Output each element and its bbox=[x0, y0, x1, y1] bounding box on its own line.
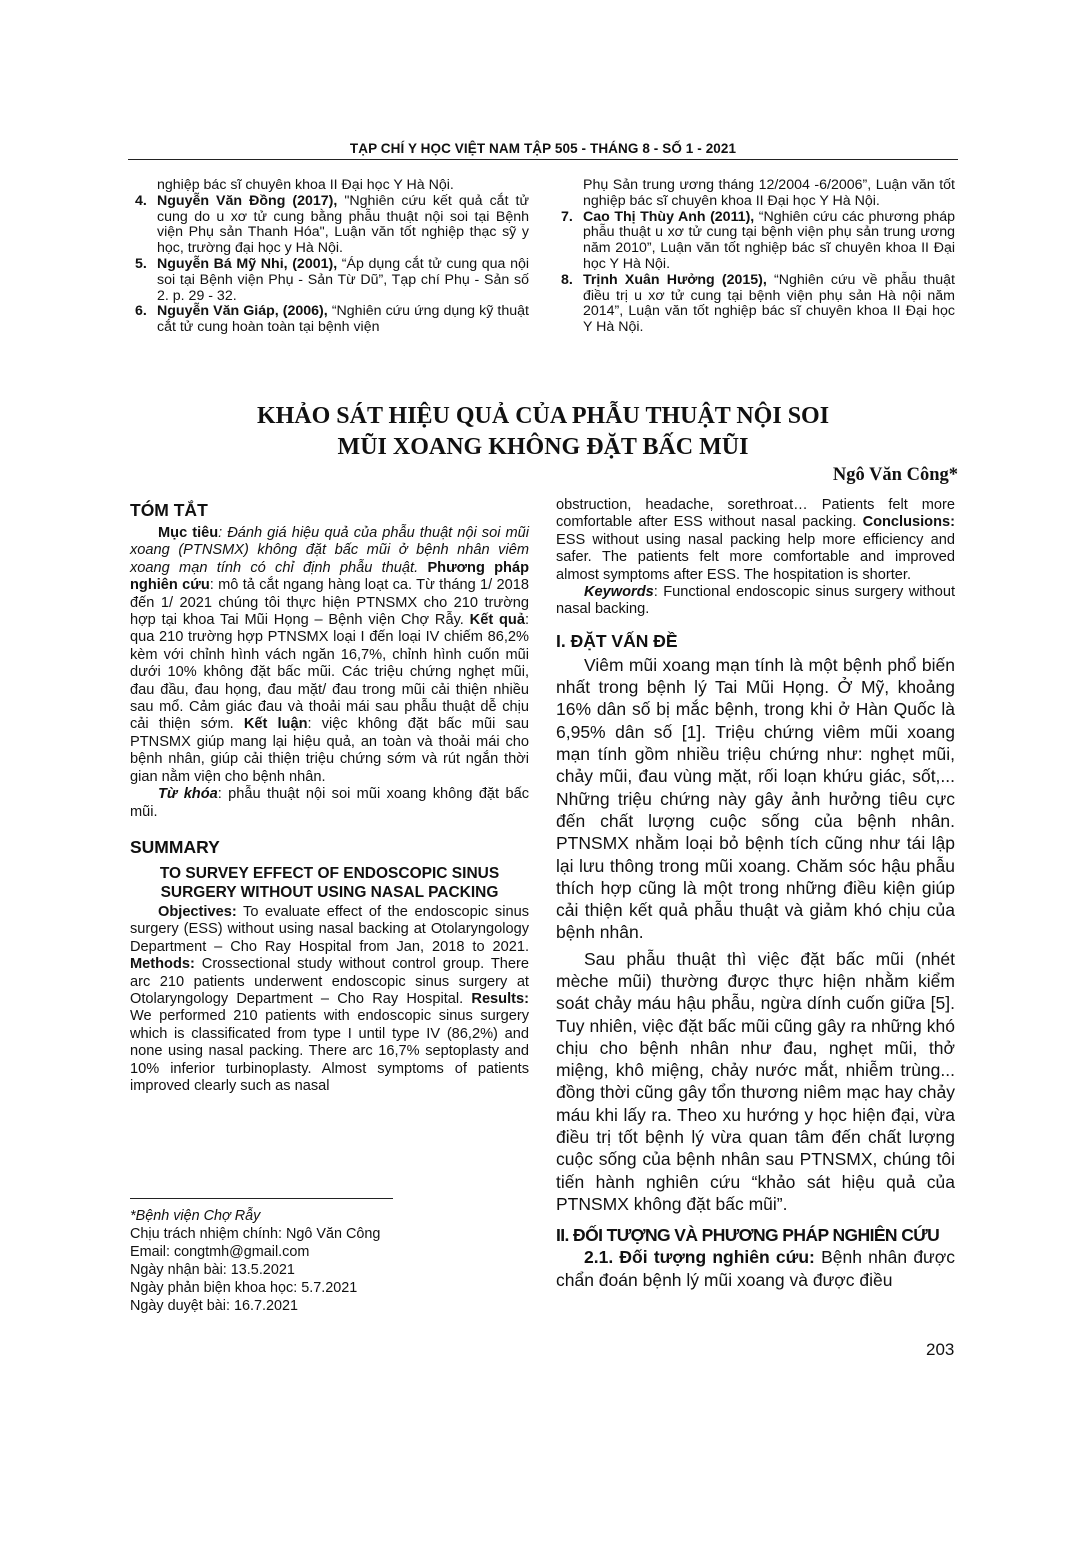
reference-number: 7. bbox=[561, 208, 573, 225]
abstract-vi-heading: TÓM TẮT bbox=[130, 500, 208, 520]
summary-heading: SUMMARY bbox=[130, 836, 220, 857]
reference-author: Nguyễn Văn Đồng (2017), bbox=[157, 192, 338, 209]
abstract-vi-body bbox=[130, 525, 529, 786]
reference-4 bbox=[130, 194, 529, 257]
references-right bbox=[556, 178, 955, 336]
summary-continuation bbox=[556, 497, 955, 584]
header-rule bbox=[128, 159, 958, 160]
objective-label: Mục tiêu bbox=[158, 525, 219, 541]
method-text: : mô tả cắt ngang hàng loạt ca. Từ tháng 1/ 2018 đến 1/ 2021 chúng tôi thực hiện PTNSMX cho 210 trường hợp tại khoa Tai Mũi Họng – Bệnh viện Chợ Rẫy. bbox=[130, 577, 529, 629]
reference-text: "Nghiên cứu kết quả cắt tử cung do u xơ tử cung bằng phẫu thuật nội soi tại Bệnh viện Phụ sản Thanh Hóa", Luận văn tốt nghiệp thạc sỹ y học, trường đại học y Hà Nội. bbox=[157, 192, 529, 257]
reference-continuation: Phụ Sản trung ương tháng 12/2004 -6/2006”, Luận văn tốt nghiệp bác sĩ chuyên khoa II Đại học Y Hà Nội. bbox=[583, 177, 955, 209]
reference-author: Trịnh Xuân Hưởng (2015), bbox=[583, 271, 767, 288]
keywords-text: : phẫu thuật nội soi mũi xoang không đặt bấc mũi. bbox=[130, 786, 529, 820]
keywords-en bbox=[556, 584, 955, 619]
results-continuation-text: obstruction, headache, sorethroat… Patients felt more comfortable after ESS without nasal packing. bbox=[556, 497, 955, 531]
reference-text: “Nghiên cứu các phương pháp phẫu thuật u xơ tử cung tại bệnh viện phụ sản trung ương năm 2010”, Luận văn tốt nghiệp bác sĩ chuyên khoa II Đại học Y Hà Nội. bbox=[583, 208, 955, 272]
results-label: Results: bbox=[471, 990, 529, 1007]
footnote-accepted: Ngày duyệt bài: 16.7.2021 bbox=[130, 1298, 299, 1314]
left-column bbox=[130, 500, 529, 1095]
reference-author: Cao Thị Thùy Anh (2011), bbox=[583, 208, 755, 225]
footnote-responsible: Chịu trách nhiệm chính: Ngô Văn Công bbox=[130, 1226, 381, 1242]
footnote-received: Ngày nhận bài: 13.5.2021 bbox=[130, 1262, 295, 1278]
article-author: Ngô Văn Công* bbox=[832, 465, 958, 485]
reference-8 bbox=[556, 273, 955, 336]
reference-text: “Nghiên cứu về phẫu thuật điều trị u xơ tử cung tại bệnh viện phụ sản Hà nội năm 2014”, Luận văn tốt nghiệp bác sĩ chuyên khoa II Đại học Y Hà Nội. bbox=[583, 271, 955, 336]
section-1-paragraph-2: Sau phẫu thuật thì việc đặt bấc mũi (nhét mèche mũi) thường được thực hiện nhằm kiểm soát chảy máu hậu phẫu, ngừa dính cuốn giữa [5]. Tuy nhiên, việc đặt bấc mũi cũng gây ra những khó chịu cho bệnh nhân như đau, nghẹt mũi, thở miệng, khô miệng, chảy nước mắt, nhiễm trùng... đồng thời cũng gây tổn thương niêm mạc hay chảy máu khi lấy ra. Theo xu hướng y học hiện đại, vừa điều trị tốt bệnh lý vừa quan tâm đến chất lượng cuộc sống của bệnh nhân sau PTNSMX, chúng tôi tiến hành nghiên cứu “khảo sát hiệu quả của PTNSMX không đặt bấc mũi”. bbox=[556, 948, 955, 1214]
reference-author: Nguyễn Văn Giáp, (2006), bbox=[157, 303, 328, 320]
summary-body bbox=[130, 904, 529, 1095]
conclusions-label: Conclusions: bbox=[862, 514, 955, 531]
methods-text: Crossectional study without control group. There arc 210 patients underwent endoscopic sinus surgery at Otolaryngology Department – Cho Ray Hospital. bbox=[130, 956, 529, 1007]
reference-number: 4. bbox=[135, 192, 147, 209]
conclusions-text: ESS without using nasal packing help more efficiency and safer. The patients felt more comfortable and improved almost symptoms after ESS. The hospitation is shorter. bbox=[556, 531, 955, 583]
reference-number: 5. bbox=[135, 255, 147, 272]
section-2-paragraph bbox=[556, 1246, 955, 1291]
reference-7 bbox=[556, 210, 955, 273]
references-left bbox=[130, 178, 529, 336]
reference-5 bbox=[130, 257, 529, 304]
article-title bbox=[128, 401, 958, 463]
reference-number: 8. bbox=[561, 271, 573, 288]
footnote-email: Email: congtmh@gmail.com bbox=[130, 1244, 310, 1260]
footnote-reviewed: Ngày phản biện khoa học: 5.7.2021 bbox=[130, 1280, 358, 1296]
footnote-rule bbox=[130, 1198, 393, 1199]
reference-number: 6. bbox=[135, 303, 147, 320]
conclusion-label: Kết luận bbox=[243, 716, 308, 733]
running-head: TẠP CHÍ Y HỌC VIỆT NAM TẬP 505 - THÁNG 8 - SỐ 1 - 2021 bbox=[349, 141, 737, 156]
section-2-heading: II. ĐỐI TƯỢNG VÀ PHƯƠNG PHÁP NGHIÊN CỨU bbox=[556, 1225, 940, 1246]
objective-text: : Đánh giá hiệu quả của phẫu thuật nội soi mũi xoang (PTNSMX) không đặt bấc mũi ở bệnh nhân viêm xoang mạn tính có chỉ định phẫu thuật. bbox=[130, 525, 529, 576]
section-1-heading: I. ĐẶT VẤN ĐỀ bbox=[556, 630, 678, 651]
keywords-label: Từ khóa bbox=[158, 786, 218, 803]
methods-label: Methods: bbox=[130, 956, 195, 973]
subsection-text: Bệnh nhân được chẩn đoán bệnh lý mũi xoang và được điều bbox=[556, 1247, 955, 1290]
conclusion-text: : việc không đặt bấc mũi sau PTNSMX giúp mang lại hiệu quả, an toàn và thoải mái cho bệnh nhân, giúp cải thiện triệu chứng sớm và rút ngắn thời gian nằm viện cho bệnh nhân. bbox=[130, 716, 529, 785]
keywords-en-label: Keywords bbox=[584, 584, 654, 601]
keywords-en-text: : Functional endoscopic sinus surgery without nasal backing. bbox=[556, 584, 955, 618]
page-number: 203 bbox=[926, 1340, 955, 1359]
subsection-label: 2.1. Đối tượng nghiên cứu: bbox=[584, 1247, 815, 1268]
keywords-vi bbox=[130, 786, 529, 821]
result-label: Kết quả bbox=[469, 612, 525, 629]
footnotes bbox=[130, 1207, 529, 1315]
reference-6 bbox=[130, 304, 529, 336]
reference-author: Nguyễn Bá Mỹ Nhi, (2001), bbox=[157, 255, 338, 272]
reference-continuation: nghiệp bác sĩ chuyên khoa II Đại học Y Hà Nội. bbox=[157, 177, 454, 193]
article-title-line-1: KHẢO SÁT HIỆU QUẢ CỦA PHẪU THUẬT NỘI SOI bbox=[256, 403, 830, 429]
objectives-label: Objectives: bbox=[158, 903, 237, 920]
right-column bbox=[556, 497, 955, 1291]
section-1-paragraph-1: Viêm mũi xoang mạn tính là một bệnh phổ biến nhất trong bệnh lý Tai Mũi Họng. Ở Mỹ, khoảng 16% dân số bị mắc bệnh, trong khi ở Hàn Quốc là 6,95% dân số [1]. Triệu chứng viêm mũi xoang mạn tính gồm nhiều triệu chứng như: nghẹt mũi, chảy mũi, đau vùng mặt, rối loạn khứu giác, sốt,... Những triệu chứng này gây ảnh hưởng tiêu cực đến chất lượng cuộc sống của bệnh nhân. PTNSMX nhằm loại bỏ bệnh tích cũng như tái lập lại lưu thông trong mũi xoang. Chăm sóc hậu phẫu thích hợp cũng là một trong những điều kiện giúp cải thiện kết quả phẫu thuật và giảm khó chịu của bệnh nhân. bbox=[556, 654, 955, 943]
objectives-text: To evaluate effect of the endoscopic sinus surgery (ESS) without using nasal backing at Otolaryngology Department – Cho Ray Hospital from Jan, 2018 to 2021. bbox=[130, 903, 529, 955]
reference-text: “Nghiên cứu ứng dụng kỹ thuật cắt tử cung hoàn toàn tại bệnh viện bbox=[157, 303, 529, 336]
result-text: : qua 210 trường hợp PTNSMX loại I đến loại IV chiếm 86,2% kèm với chỉnh hình vách ngăn 16,7%, chỉnh hình cuốn mũi dưới 10% không đặt bấc mũi. Các triệu chứng nghẹt mũi, đau đầu, đau họng, đau mặt/ đau trong mũi cải thiện nhiều sau mổ. Cảm giác đau và thoải mái sau phẫu thuật dễ chịu cải thiện sớm. bbox=[130, 612, 530, 733]
summary-title: TO SURVEY EFFECT OF ENDOSCOPIC SINUS SURGERY WITHOUT USING NASAL PACKING bbox=[159, 864, 500, 901]
method-label: Phương pháp nghiên cứu bbox=[130, 559, 530, 594]
article-title-line-2: MŨI XOANG KHÔNG ĐẶT BẤC MŨI bbox=[337, 434, 749, 460]
reference-text: “Áp dụng cắt tử cung qua nội soi tại Bệnh viện Phụ - Sản Từ Dũ”, Tạp chí Phụ - Sản số 2. p. 29 - 32. bbox=[157, 255, 530, 304]
results-text: We performed 210 patients with endoscopic sinus surgery which is classificated from type I until type IV (86,2%) and none using nasal packing. There arc 16,7% septoplasty and 10% inferior turbinoplasty. Almost symptoms of patients improved clearly such as nasal bbox=[130, 1008, 529, 1094]
footnote-affiliation: *Bệnh viện Chợ Rẫy bbox=[130, 1208, 261, 1224]
